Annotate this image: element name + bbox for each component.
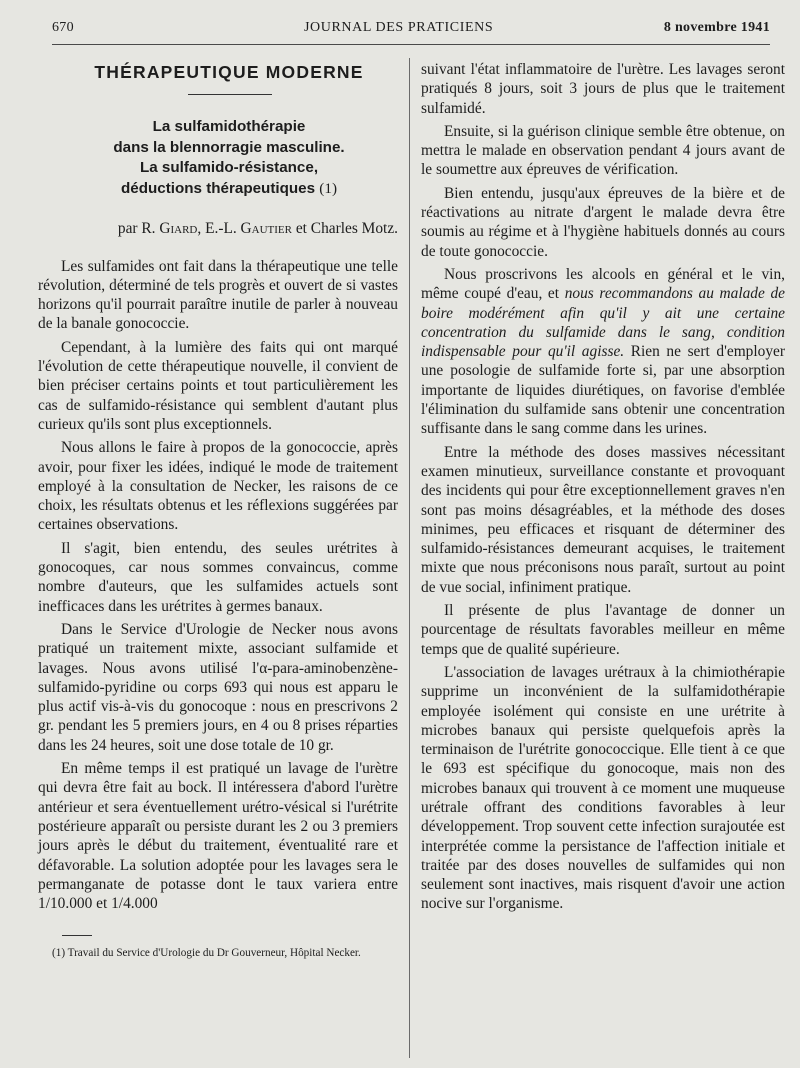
journal-title: JOURNAL DES PRATICIENS (304, 20, 494, 35)
title-line-text: déductions thérapeutiques (120, 179, 316, 197)
paragraph: En même temps il est pratiqué un lavage de l'urètre qui devra être fait au bock. Il intéressera d'abord l'urètre antérieur et sera éventuellement urétro-vésical si l'urétrite postérieure apparaît ou persiste durant les 2 ou 3 premiers jours après le début du traitement, éventualité rare et défavorable. La solution adoptée pour les lavages sera le permanganate de potasse dont le taux variera entre 1/10.000 et 1/4.000 (38, 760, 398, 913)
issue-date: 8 novembre 1941 (663, 20, 770, 35)
column-separator (409, 58, 410, 1058)
paragraph: Entre la méthode des doses massives nécessitant examen minutieux, surveillance constante et provoquant des incidents qui pour être exceptionnellement graves n'en sont pas moins désagréables, et la méthode des doses minimes, peu efficaces et risquant de déterminer des sulfamido-résistances demeurant acquises, le traitement mixte que nous préconisons nous paraît, surtout au point de vue social, infiniment pratique. (421, 443, 785, 596)
paragraph-text: Rien ne sert d'employer une posologie de sulfamide forte si, par une absorption importante de liquides diurétiques, on favorise d'emblée l'élimination du sulfamide sans obtenir une concentration suffisante dans le sang comme dans les urines. (421, 343, 785, 438)
section-title: THÉRAPEUTIQUE MODERNE (94, 62, 364, 82)
title-line: La sulfamido-résistance, (139, 159, 319, 177)
paragraph: Les sulfamides ont fait dans la thérapeutique une telle révolution, déterminé de tels progrès et ouvert de si vastes horizons qu'il pourrait paraître inutile de parler à nouveau de la banale gonococcie. (38, 257, 398, 333)
byline-sep: , E.-L. (197, 220, 241, 238)
paragraph: Il s'agit, bien entendu, des seules urétrites à gonocoques, car nous sommes convaincus, comme nombre d'auteurs, que les sulfamides actuels sont inefficaces dans les urétrites à germes banaux. (38, 539, 398, 615)
paragraph-text: Nous proscrivons les alcools en général et le vin, même coupé d'eau, et (421, 265, 785, 303)
paragraph: Cependant, à la lumière des faits qui ont marqué l'évolution de cette thérapeutique nouvelle, il convient de bien préciser certains points et tout particulièrement les cas de sulfamido-résistance qui semblent d'autant plus curieux qu'ils sont plus exceptionnels. (38, 338, 398, 433)
article-title (60, 117, 398, 199)
author-giard: Giard (159, 220, 198, 238)
paragraph: Nous allons le faire à propos de la gonococcie, après avoir, pour fixer les idées, indiqué le mode de traitement employé à la consultation de Necker, les raisons de ce choix, les résultats obtenus et les réflexions suggérées par certaines observations. (38, 439, 398, 534)
title-line: dans la blennorragie masculine. (113, 138, 345, 156)
paragraph: Il présente de plus l'avantage de donner un pourcentage de résultats favorables meilleur en même temps que de qualité supérieure. (421, 602, 785, 658)
byline-end: et Charles Motz. (292, 220, 398, 238)
paragraph: Dans le Service d'Urologie de Necker nous avons pratiqué un traitement mixte, associant sulfamide et lavages. Nous avons utilisé l'α-para-aminobenzène-sulfamido-pyridine ou corps 693 qui nous est apparu le plus actif vis-à-vis du gonocoque : nous en prescrivons 2 gr. pendant les 5 premiers jours, en 4 ou 8 prises réparties dans les 24 heures, soit une dose totale de 10 gr. (38, 620, 398, 754)
paragraph: Ensuite, si la guérison clinique semble être obtenue, on mettra le malade en observation pendant 4 jours avant de le soumettre aux épreuves de vérification. (421, 122, 785, 179)
page-number: 670 (52, 20, 74, 35)
paragraph: L'association de lavages urétraux à la chimiothérapie supprime un inconvénient de la sulfamidothérapie employée isolément qui consiste en une urétrite à microbes banaux qui persiste quelquefois après la terminaison de l'urétrite gonococcique. Elle tient à ce que le 693 est spécifique du gonocoque, mais non des microbes banaux qui trouvent à ce moment une muqueuse urétrale offrant des conditions favorables à leur développement. Trop souvent cette infection surajoutée est interprétée comme la persistance de l'affection initiale et traitée par des doses nouvelles de sulfamides qui non seulement sont inactives, mais risquent d'avoir une action nocive sur l'organisme. (421, 663, 785, 913)
right-column (421, 60, 785, 914)
footnote: (1) Travail du Service d'Urologie du Dr Gouverneur, Hôpital Necker. (52, 947, 361, 960)
author-gautier: Gautier (240, 220, 292, 238)
title-line: La sulfamidothérapie (152, 118, 306, 136)
section-rule (188, 94, 272, 95)
paragraph (421, 265, 785, 439)
footnote-reference: (1) (319, 179, 338, 197)
title-line (60, 179, 398, 200)
left-column (38, 60, 398, 960)
byline-prefix: par R. (117, 220, 160, 238)
paragraph: Bien entendu, jusqu'aux épreuves de la bière et de réactivations au nitrate d'argent le malade devra être soumis au régime et à l'hygiène habituels donnés au cours de toute gonococcie. (421, 184, 785, 260)
paragraph: suivant l'état inflammatoire de l'urètre. Les lavages seront pratiqués 8 jours, soit 3 jours de plus que le traitement sulfamidé. (421, 61, 785, 117)
byline (38, 219, 398, 238)
footnote-rule (62, 935, 92, 936)
header-rule (52, 44, 770, 45)
running-header (52, 20, 770, 40)
emphasis-text: nous recommandons au malade de boire modérément afin qu'il y ait une certaine concentration du sulfamide dans le sang, condition indispensable pour qu'il agisse. (421, 285, 785, 361)
